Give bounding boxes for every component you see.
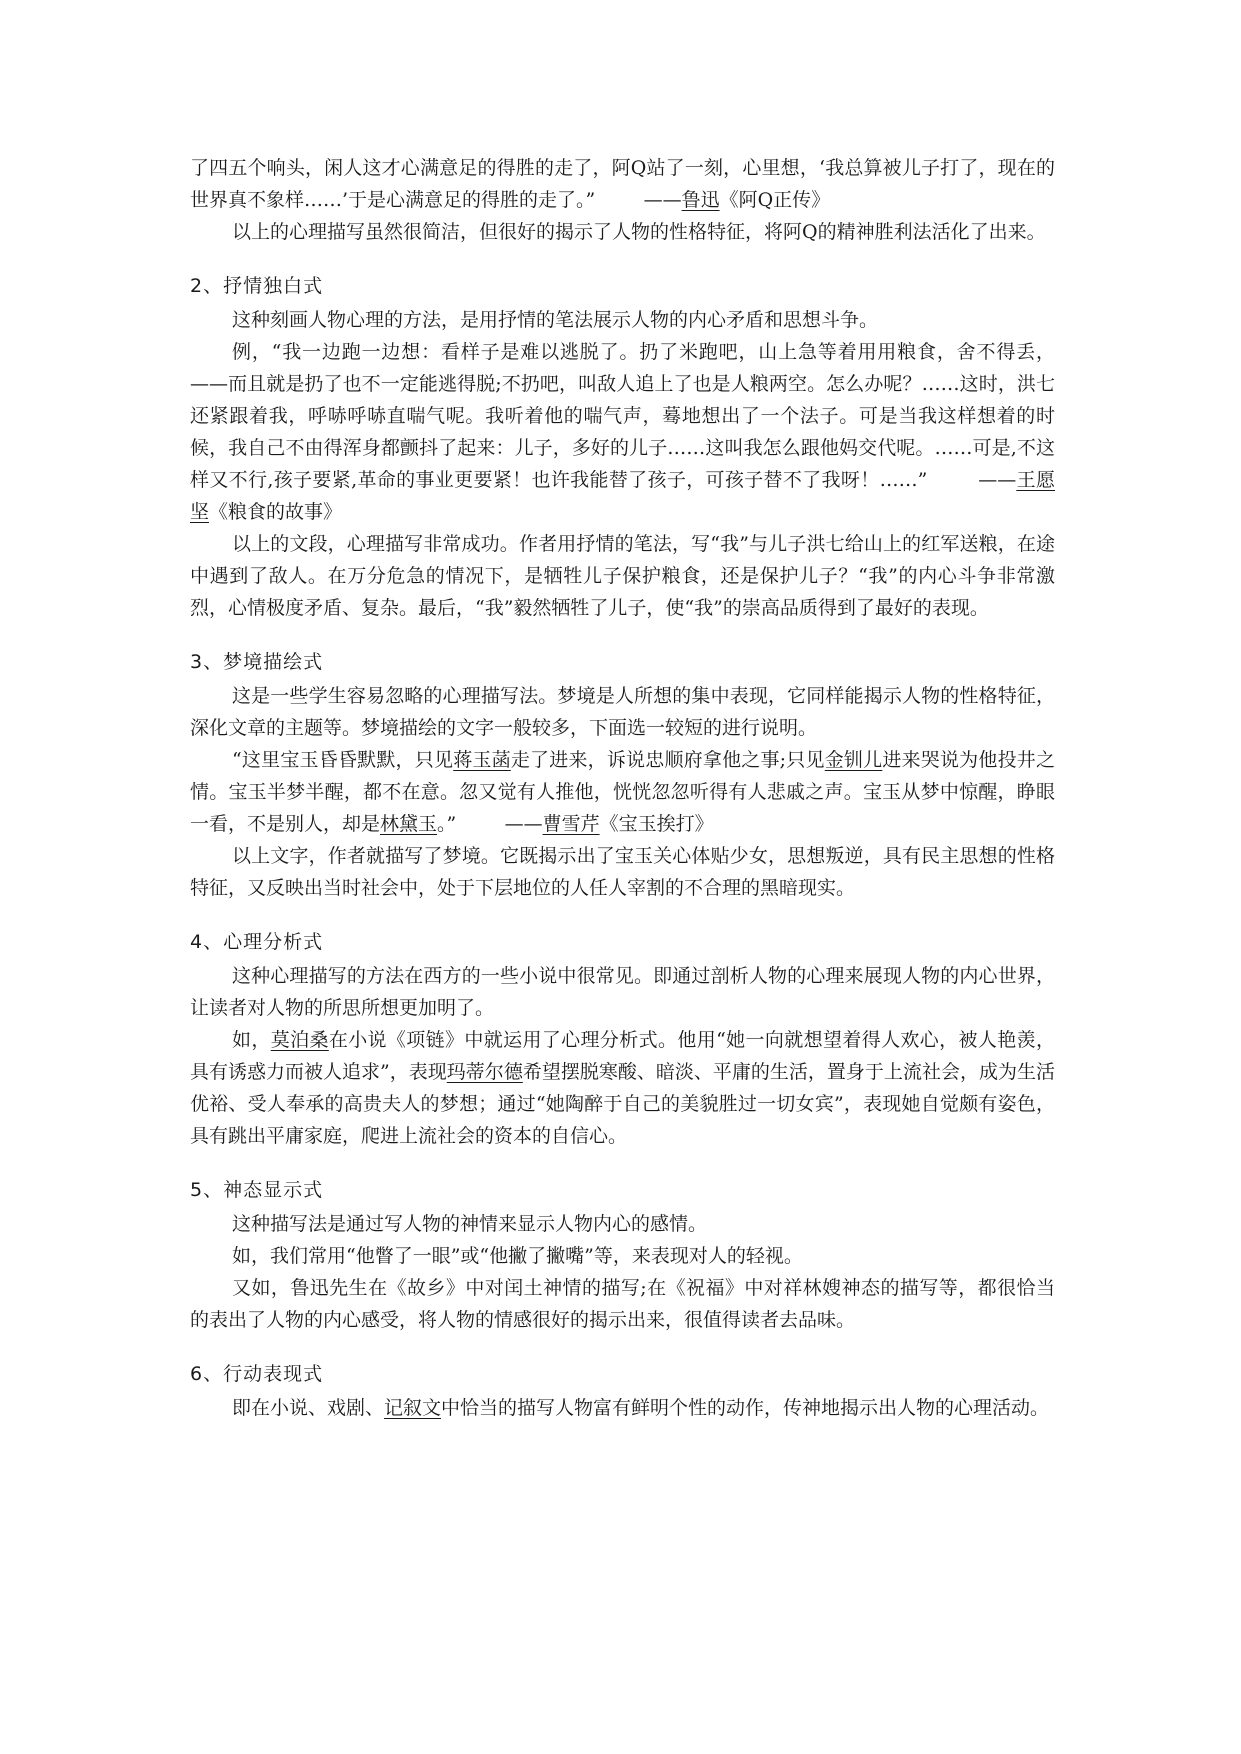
- name-link-jiangyuhan[interactable]: 蒋玉菡: [453, 749, 511, 771]
- source-title: 《粮食的故事》: [209, 501, 343, 523]
- aq-quote: 了四五个响头，闲人这才心满意足的得胜的走了，阿Q站了一刻，心里想，‘我总算被儿子打了，现在的世界真不象样……’于是心满意足的得胜的走了。” ——鲁迅《阿Q正传》: [190, 157, 1055, 211]
- section-3-intro: 这是一些学生容易忽略的心理描写法。梦境是人所想的集中表现，它同样能揭示人物的性格特征，深化文章的主题等。梦境描绘的文字一般较多，下面选一较短的进行说明。: [190, 685, 1055, 739]
- section-5-intro: 这种描写法是通过写人物的神情来显示人物内心的感情。: [232, 1213, 708, 1235]
- document-page: [190, 152, 1055, 1424]
- source-title: 《阿Q正传》: [719, 189, 831, 211]
- source-dash: ——: [927, 469, 1017, 491]
- source-dash: ——: [456, 813, 543, 835]
- section-2-comment: 以上的文段，心理描写非常成功。作者用抒情的笔法，写“我”与儿子洪七给山上的红军送粮，在途中遇到了敌人。在万分危急的情况下，是牺牲儿子保护粮食，还是保护儿子？“我”的内心斗争非常激烈，心情极度矛盾、复杂。最后，“我”毅然牺牲了儿子，使“我”的崇高品质得到了最好的表现。: [190, 533, 1055, 619]
- section-5-example-1: 如，我们常用“他瞥了一眼”或“他撇了撇嘴”等，来表现对人的轻视。: [232, 1245, 803, 1267]
- name-link-mathilde[interactable]: 玛蒂尔德: [446, 1061, 523, 1083]
- section-heading-6: 6、行动表现式: [190, 1363, 324, 1385]
- section-heading-3: 3、梦境描绘式: [190, 651, 324, 673]
- author-link-maupassant[interactable]: 莫泊桑: [270, 1029, 329, 1051]
- section-heading-4: 4、心理分析式: [190, 931, 324, 953]
- source-title: 《宝玉挨打》: [599, 813, 714, 835]
- name-link-lindaiyu[interactable]: 林黛玉: [380, 813, 438, 835]
- aq-comment: 以上的心理描写虽然很简洁，但很好的揭示了人物的性格特征，将阿Q的精神胜利法活化了出来。: [232, 221, 1046, 243]
- section-4-example: 如，莫泊桑在小说《项链》中就运用了心理分析式。他用“她一向就想望着得人欢心，被人艳羡，具有诱惑力而被人追求”，表现玛蒂尔德希望摆脱寒酸、暗淡、平庸的生活，置身于上流社会，成为生活优裕、受人奉承的高贵夫人的梦想；通过“她陶醉于自己的美貌胜过一切女宾”，表现她自觉颇有姿色，具有跳出平庸家庭，爬进上流社会的资本的自信心。: [190, 1029, 1055, 1147]
- section-5-example-2: 又如，鲁迅先生在《故乡》中对闰土神情的描写;在《祝福》中对祥林嫂神态的描写等，都很恰当的表出了人物的内心感受，将人物的情感很好的揭示出来，很值得读者去品味。: [190, 1277, 1055, 1331]
- section-heading-5: 5、神态显示式: [190, 1179, 324, 1201]
- section-2-intro: 这种刻画人物心理的方法，是用抒情的笔法展示人物的内心矛盾和思想斗争。: [232, 309, 879, 331]
- source-dash: ——: [595, 189, 682, 211]
- name-link-jinchuaner[interactable]: 金钏儿: [824, 749, 883, 771]
- author-link-luxun[interactable]: 鲁迅: [681, 189, 720, 211]
- author-link-caoxueqin[interactable]: 曹雪芹: [542, 813, 600, 835]
- author-link-wangyuanjian[interactable]: 王愿坚: [190, 469, 1055, 523]
- section-2-example: 例，“我一边跑一边想：看样子是难以逃脱了。扔了米跑吧，山上急等着用用粮食，舍不得丢，——而且就是扔了也不一定能逃得脱;不扔吧，叫敌人追上了也是人粮两空。怎么办呢？……这时，洪七还紧跟着我，呼哧呼哧直喘气呢。我听着他的喘气声，蓦地想出了一个法子。可是当我这样想着的时候，我自己不由得浑身都颤抖了起来：儿子，多好的儿子……这叫我怎么跟他妈交代呢。……可是,不这样又不行,孩子要紧,革命的事业更要紧！也许我能替了孩子，可孩子替不了我呀！……” ——王愿坚《粮食的故事》: [190, 341, 1055, 523]
- section-heading-2: 2、抒情独白式: [190, 275, 324, 297]
- section-3-comment: 以上文字，作者就描写了梦境。它既揭示出了宝玉关心体贴少女，思想叛逆，具有民主思想的性格特征，又反映出当时社会中，处于下层地位的人任人宰割的不合理的黑暗现实。: [190, 845, 1055, 899]
- term-link-narrative[interactable]: 记叙文: [384, 1397, 442, 1419]
- section-4-intro: 这种心理描写的方法在西方的一些小说中很常见。即通过剖析人物的心理来展现人物的内心世界，让读者对人物的所思所想更加明了。: [190, 965, 1055, 1019]
- section-6-intro: 即在小说、戏剧、记叙文中恰当的描写人物富有鲜明个性的动作，传神地揭示出人物的心理活动。: [232, 1397, 1050, 1419]
- section-3-example: “这里宝玉昏昏默默，只见蒋玉菡走了进来，诉说忠顺府拿他之事;只见金钏儿进来哭说为他投井之情。宝玉半梦半醒，都不在意。忽又觉有人推他，恍恍忽忽听得有人悲戚之声。宝玉从梦中惊醒，睁眼一看，不是别人，却是林黛玉。” ——曹雪芹《宝玉挨打》: [190, 749, 1055, 835]
